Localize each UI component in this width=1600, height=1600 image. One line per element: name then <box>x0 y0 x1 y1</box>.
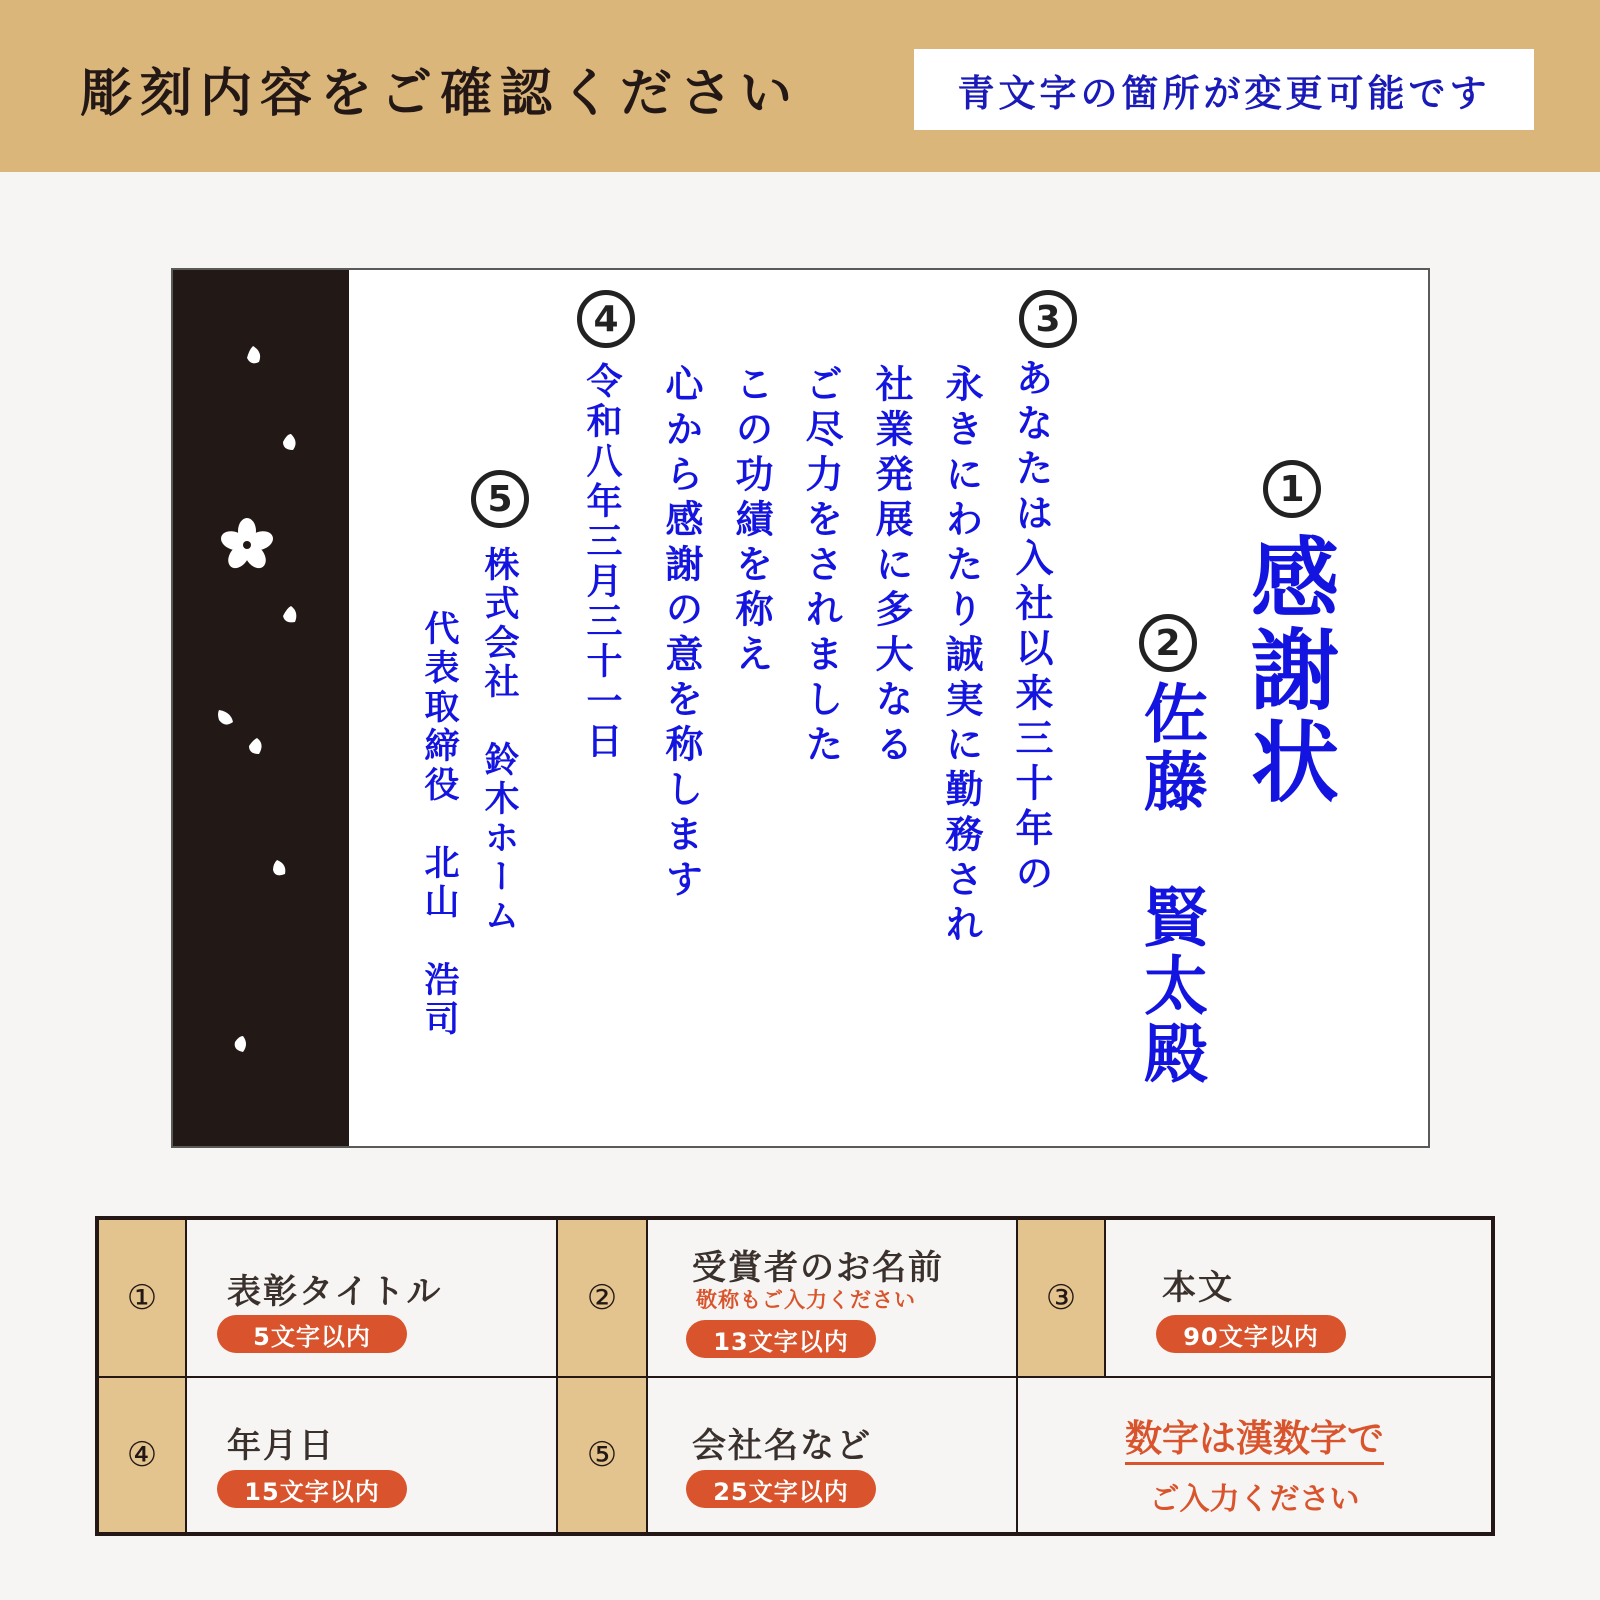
body-field-info <box>1105 1219 1492 1377</box>
marker-5-badge: 5 <box>471 470 529 528</box>
petal-icon <box>283 434 296 450</box>
body-line-2: 永きにわたり誠実に勤務され <box>939 364 984 949</box>
company-field-info <box>647 1377 1017 1533</box>
date-limit-badge: 15文字以内 <box>217 1470 407 1508</box>
body-line-1: あなたは入社以来三十年の <box>1009 358 1054 898</box>
petal-icon <box>283 606 296 622</box>
page-title: 彫刻内容をご確認ください <box>80 64 801 124</box>
row2-col2-number: ⑤ <box>557 1377 647 1533</box>
date-field-info <box>186 1377 557 1533</box>
kanji-note-line1 <box>1018 1408 1491 1462</box>
petal-icon <box>247 346 260 363</box>
recipient-field-label: 受賞者のお名前 <box>692 1248 944 1288</box>
petal-icon <box>218 710 233 725</box>
date-field-label: 年月日 <box>227 1426 335 1466</box>
recipient-limit-badge: 13文字以内 <box>686 1320 876 1358</box>
title-field-label: 表彰タイトル <box>227 1272 443 1312</box>
kanji-numeral-note <box>1017 1377 1492 1533</box>
header-bar <box>0 0 1600 172</box>
date-text: 令和八年三月三十一日 <box>581 362 623 762</box>
marker-2-badge: 2 <box>1139 614 1197 672</box>
petal-icon <box>273 860 285 875</box>
body-line-5: この功績を称え <box>729 364 774 679</box>
company-limit-badge: 25文字以内 <box>686 1470 876 1508</box>
plaque-preview <box>171 268 1430 1148</box>
row1-col2-number: ② <box>557 1219 647 1377</box>
recipient-field-info <box>647 1219 1017 1377</box>
sakura-flower-icon <box>219 518 276 572</box>
honorific-note: 敬称もご入力ください <box>696 1288 916 1312</box>
company-field-label: 会社名など <box>692 1426 872 1466</box>
cherry-blossom-band <box>173 270 349 1146</box>
body-field-label: 本文 <box>1162 1268 1234 1308</box>
row1-col1-number: ① <box>98 1219 186 1377</box>
marker-3-badge: 3 <box>1019 290 1077 348</box>
company-name-text: 株式会社 鈴木ホーム <box>479 546 520 936</box>
kanji-note-line1-text: 数字は漢数字で <box>1125 1417 1384 1465</box>
field-info-table <box>95 1216 1495 1536</box>
body-line-4: ご尽力をされました <box>799 364 844 769</box>
row1-col3-number: ③ <box>1017 1219 1105 1377</box>
recipient-name-text: 佐藤 賢太殿 <box>1133 680 1208 1088</box>
sakura-petals-decoration <box>173 270 349 1150</box>
body-line-3: 社業発展に多大なる <box>869 364 914 769</box>
kanji-note-line2: ご入力ください <box>1149 1482 1360 1517</box>
body-line-6: 心から感謝の意を称します <box>659 364 704 904</box>
petal-icon <box>235 1036 246 1052</box>
row2-col1-number: ④ <box>98 1377 186 1533</box>
body-limit-badge: 90文字以内 <box>1156 1315 1346 1353</box>
editable-note-badge: 青文字の箇所が変更可能です <box>914 49 1534 130</box>
petal-icon <box>249 738 262 754</box>
title-field-info <box>186 1219 557 1377</box>
marker-4-badge: 4 <box>577 290 635 348</box>
plaque-title-text: 感謝状 <box>1237 532 1341 808</box>
marker-1-badge: 1 <box>1263 460 1321 518</box>
representative-text: 代表取締役 北山 浩司 <box>419 610 460 1039</box>
title-limit-badge: 5文字以内 <box>217 1315 407 1353</box>
